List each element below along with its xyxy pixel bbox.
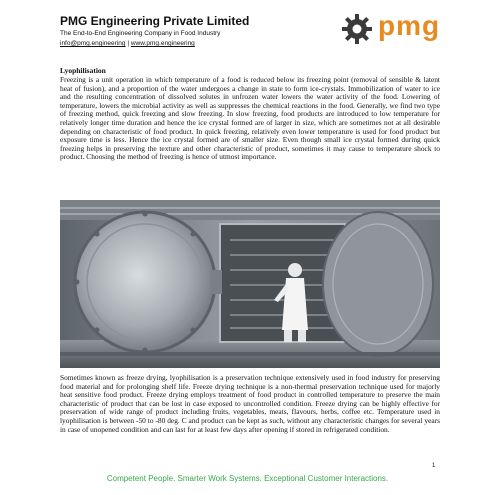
contact-separator: | [127, 40, 130, 47]
logo-wordmark: pmg [378, 10, 441, 41]
pmg-logo [338, 12, 448, 46]
paragraph-freezing: Freezing is a unit operation in which temperature of a food is reduced below its freezing point (removal of sensible & latent heat of fusion), and a proportion of the water undergoes a change in state to form ice-crystals. Immobilization of water to ice and the resulting concentration of dissolved solutes in unfrozen water lowers the water activity of the food. Lowering of temperature, lowers the microbial activity as well as suppresses the chemical reactions in the food. Generally, we find two type of freezing method, quick freezing and slow freezing. In slow freezing, food products are introduced to low temperature for relatively longer time duration and hence the ice crystal formed are of larger in size, which are sometimes not at all desirable depending on characteristic of food product. In quick freezing, relatively even lower temperature is used for food product but exposure time is less. Hence the ice crystal formed are of smaller size. Even though small ice crystal formed during quick freezing helps in preserving the texture and other characteristic of product, sometimes it may cause to temperature shock to product. Choosing the method of freezing is hence of utmost importance. [60, 75, 440, 162]
company-tagline: The End-to-End Engineering Company in Food Industry [60, 30, 221, 37]
freeze-dryer-illustration [60, 200, 440, 368]
email-link[interactable]: info@pmg.engineering [60, 40, 126, 47]
section-lyophilisation [60, 66, 440, 162]
gear-icon [340, 12, 374, 46]
section-title: Lyophilisation [60, 66, 106, 75]
footer-slogan: Competent People. Smarter Work Systems. Exceptional Customer Interactions. [106, 474, 389, 483]
paragraph-lyophilisation: Sometimes known as freeze drying, lyophilisation is a preservation technique extensively used in food industry for preserving food material and for prolonging shelf life. Freeze drying technique is a non-thermal preservation technique used for majorly heat sensitive food product. Freeze drying employs treatment of food product in controlled temperature to preserve the main characteristic of product that can be lost in case exposed to uncontrolled condition. Freeze drying can be highly effective for preservation of wide range of product including fruits, vegetables, meats, flavours, herbs, coffee etc. Temperature used in lyophilisation is between -50 to -80 deg. C and product can be kept as such, without any characteristic changes for several years in case of unopened condition and can last for at least few days after opening if stored in refrigerated condition. [60, 373, 440, 434]
website-link[interactable]: www.pmg.engineering [130, 40, 195, 47]
freeze-dryer-photo [60, 200, 440, 368]
page-number: 1 [432, 463, 436, 469]
company-name: PMG Engineering Private Limited [60, 14, 250, 28]
